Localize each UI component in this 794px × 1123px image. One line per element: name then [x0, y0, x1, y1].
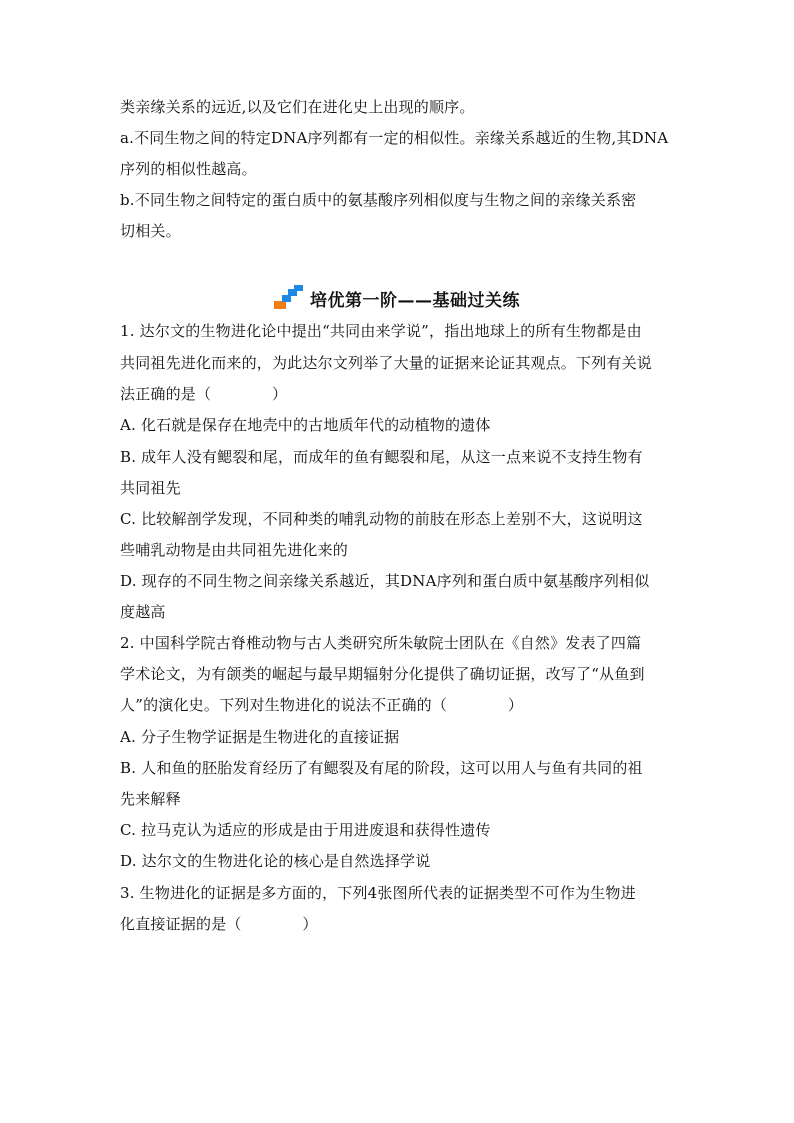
- question-line: 1. 达尔文的生物进化论中提出“共同由来学说”，指出地球上的所有生物都是由: [120, 322, 642, 340]
- question-line: 化直接证据的是（ ）: [120, 915, 318, 933]
- option-line: 些哺乳动物是由共同祖先进化来的: [120, 541, 349, 559]
- option-line: B. 人和鱼的胚胎发育经历了有鳃裂及有尾的阶段，这可以用人与鱼有共同的祖: [120, 759, 643, 777]
- option-line: A. 化石就是保存在地壳中的古地质年代的动植物的遗体: [120, 416, 491, 434]
- section-title: 培优第一阶——基础过关练: [310, 290, 520, 311]
- question-line: 共同祖先进化而来的，为此达尔文列举了大量的证据来论证其观点。下列有关说: [120, 354, 653, 372]
- option-line: C. 比较解剖学发现，不同种类的哺乳动物的前肢在形态上差别不大，这说明这: [120, 510, 643, 528]
- question-line: 3. 生物进化的证据是多方面的，下列4张图所代表的证据类型不可作为生物进: [120, 884, 636, 902]
- question-line: 法正确的是（ ）: [120, 385, 288, 403]
- intro-line: 切相关。: [120, 222, 181, 240]
- intro-line: b.不同生物之间特定的蛋白质中的氨基酸序列相似度与生物之间的亲缘关系密: [120, 191, 637, 209]
- option-line: D. 达尔文的生物进化论的核心是自然选择学说: [120, 852, 431, 870]
- question-line: 人”的演化史。下列对生物进化的说法不正确的（ ）: [120, 696, 524, 714]
- question-line: 2. 中国科学院古脊椎动物与古人类研究所朱敏院士团队在《自然》发表了四篇: [120, 634, 642, 652]
- option-line: 共同祖先: [120, 479, 181, 497]
- option-line: 先来解释: [120, 790, 181, 808]
- option-line: A. 分子生物学证据是生物进化的直接证据: [120, 728, 400, 746]
- option-line: 度越高: [120, 603, 166, 621]
- intro-line: 序列的相似性越高。: [120, 160, 257, 178]
- option-line: C. 拉马克认为适应的形成是由于用进废退和获得性遗传: [120, 821, 491, 839]
- intro-line: 类亲缘关系的远近,以及它们在进化史上出现的顺序。: [120, 98, 475, 116]
- stacked-blocks-logo-icon: [274, 285, 304, 311]
- intro-line: a.不同生物之间的特定DNA序列都有一定的相似性。亲缘关系越近的生物,其DNA: [120, 129, 669, 147]
- question-line: 学术论文，为有颌类的崛起与最早期辐射分化提供了确切证据，改写了“从鱼到: [120, 665, 645, 683]
- option-line: B. 成年人没有鳃裂和尾，而成年的鱼有鳃裂和尾，从这一点来说不支持生物有: [120, 448, 643, 466]
- section-heading: [0, 284, 794, 312]
- option-line: D. 现存的不同生物之间亲缘关系越近，其DNA序列和蛋白质中氨基酸序列相似: [120, 572, 650, 590]
